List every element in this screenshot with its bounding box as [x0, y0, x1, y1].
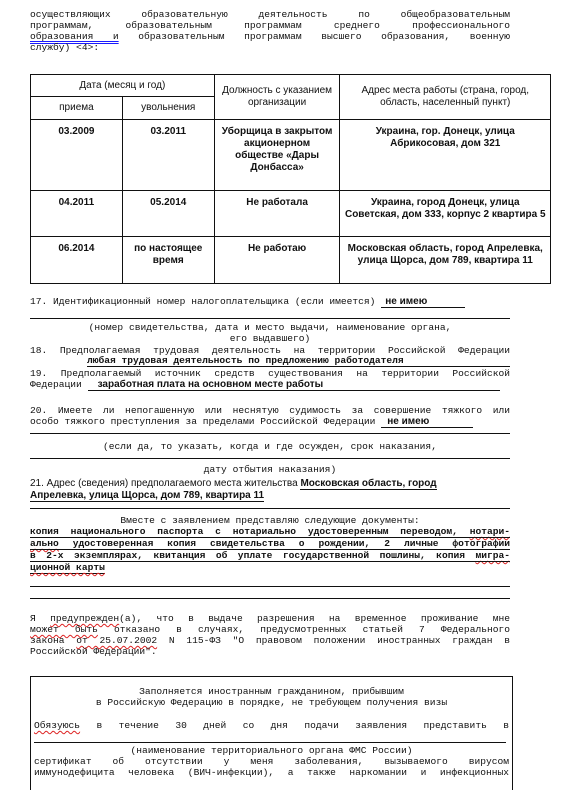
documents-line-3-text: в 2-х экземплярах, квитанция об уплате государственной пошлины, копия: [30, 550, 476, 561]
item-21-line-1: [30, 478, 510, 489]
documents-line-4: [30, 562, 510, 573]
table-row: [31, 191, 551, 237]
warning-line-1-c: (а), что в выдаче разрешения на временное проживание мне: [119, 613, 511, 624]
intro-line-2: программам, образовательным программам среднего профессионального: [30, 20, 510, 31]
intro-line-3-marked: образования и: [30, 31, 119, 42]
item-20-note-2: дату отбытия наказания): [203, 464, 337, 475]
cell-dismissal: 05.2014: [122, 191, 214, 237]
warning-line-3-a: закона: [30, 635, 77, 646]
documents-line-2-text: удостоверенная копия свидетельства о рождении, 2 личные фотографии: [58, 538, 510, 549]
documents-line-1-marked: нотари-: [469, 526, 510, 537]
item-20-blank-line-2: [30, 458, 510, 459]
warning-line-2: [30, 624, 510, 635]
table-row: [31, 237, 551, 284]
item-21-label: 21. Адрес (сведения) предполагаемого места жительства: [30, 478, 298, 489]
documents-line-2: [30, 538, 510, 549]
item-20-line-2: [30, 416, 510, 428]
warning-line-1-marked: предупрежден: [50, 613, 120, 624]
item-20-note-1: (если да, то указать, когда и где осужден, срок наказания,: [103, 441, 437, 452]
intro-line-4: службу) <4>:: [30, 42, 100, 53]
item-17-blank-line: [30, 318, 510, 319]
item-20-label: особо тяжкого преступления за пределами Российской Федерации: [30, 416, 376, 427]
table-row: [31, 120, 551, 191]
intro-line-1: осуществляющих образовательную деятельность по общеобразовательным: [30, 9, 510, 20]
visa-box-line-3-rest: в течение 30 дней со дня подачи заявления представить в: [80, 720, 509, 731]
documents-blank-line-2: [30, 598, 510, 599]
cell-address: Украина, город Донецк, улица Советская, дом 333, корпус 2 квартира 5: [340, 191, 551, 237]
item-17-note-1: (номер свидетельства, дата и место выдачи, наименование органа,: [88, 322, 452, 333]
documents-line-3: [30, 550, 510, 561]
item-21-value-1: Московская область, город: [300, 478, 437, 489]
item-21-value-2: Апрелевка, улица Щорса, дом 789, квартира 11: [30, 490, 265, 501]
warning-line-1: [30, 613, 510, 624]
item-19-line-2: [30, 379, 510, 391]
cell-position: Уборщица в закрытом акционерном обществе «Дары Донбасса»: [214, 120, 340, 191]
visa-box-line-1: Заполняется иностранным гражданином, прибывшим: [139, 686, 404, 697]
header-hire: приема: [31, 97, 123, 120]
header-position: Должность с указанием организации: [214, 75, 340, 120]
documents-line-rule-1: [30, 537, 510, 538]
visa-box-line-2: в Российскую Федерацию в порядке, не требующем получения визы: [95, 697, 448, 708]
warning-line-2-b: отказано в случаях, предусмотренных статьей 7 Федерального: [97, 624, 510, 635]
visa-box-line-6: иммунодефицита человека (ВИЧ-инфекции), а также наркомании и инфекционных: [34, 767, 509, 778]
item-20-blank-line: [30, 433, 510, 434]
documents-line-2-marked: ально: [30, 538, 59, 549]
visa-box-line-3-marked: Обязуюсь: [34, 720, 81, 731]
documents-line-1: [30, 526, 510, 537]
warning-line-3: [30, 635, 510, 646]
item-17-line: [30, 296, 510, 308]
documents-intro: Вместе с заявлением представляю следующие документы:: [120, 515, 420, 526]
item-17-value: не имею: [381, 296, 465, 308]
visa-box-line-5: сертификат об отсутствии у меня заболевания, вызываемого вирусом: [34, 756, 509, 767]
warning-line-3-marked: от 25.07.2002: [76, 635, 158, 646]
header-dismissal: увольнения: [122, 97, 214, 120]
warning-line-2-marked: может быть: [30, 624, 98, 635]
cell-dismissal: по настоящее время: [122, 237, 214, 284]
item-17-note-2: его выдавшего): [229, 333, 311, 344]
item-19-line-1: 19. Предполагаемый источник средств существования на территории Российской: [30, 368, 510, 379]
visa-box-line-3: [34, 720, 509, 731]
item-18-value-line: [30, 355, 510, 367]
header-address: Адрес места работы (страна, город, область, населенный пункт): [340, 75, 551, 120]
documents-blank-line-1: [30, 586, 510, 587]
item-17-label: 17. Идентификационный номер налогоплательщика (если имеется): [30, 296, 376, 307]
cell-hire: 04.2011: [31, 191, 123, 237]
visa-box-note: (наименование территориального органа ФМС России): [130, 745, 413, 756]
warning-line-3-c: N 115-ФЗ "О правовом положении иностранных граждан в: [157, 635, 511, 646]
item-21-line-2: [30, 490, 510, 501]
intro-line-3: [30, 31, 510, 42]
documents-line-3-marked: мигра-: [475, 550, 510, 561]
item-20-line-1: 20. Имеете ли непогашенную или неснятую судимость за совершение тяжкого или: [30, 405, 510, 416]
cell-hire: 06.2014: [31, 237, 123, 284]
cell-position: Не работала: [214, 191, 340, 237]
documents-line-4-text: ционной карты: [30, 562, 105, 573]
cell-address: Московская область, город Апрелевка, улица Щорса, дом 789, квартира 11: [340, 237, 551, 284]
documents-line-rule-2: [30, 549, 510, 550]
item-18-label: 18. Предполагаемая трудовая деятельность на территории Российской Федерации: [30, 345, 510, 356]
documents-line-rule-3: [30, 561, 510, 562]
warning-line-1-a: Я: [30, 613, 51, 624]
cell-hire: 03.2009: [31, 120, 123, 191]
cell-position: Не работаю: [214, 237, 340, 284]
cell-address: Украина, гор. Донецк, улица Абрикосовая, дом 321: [340, 120, 551, 191]
item-19-value: заработная плата на основном месте работы: [88, 379, 500, 391]
work-history-table: [30, 74, 551, 284]
visa-box-blank-line: [34, 742, 506, 743]
documents-line-1-text: копия национального паспорта с нотариально удостоверенным переводом,: [30, 526, 470, 537]
item-20-value: не имею: [381, 416, 473, 428]
item-19-label: Федерации: [30, 379, 82, 390]
cell-dismissal: 03.2011: [122, 120, 214, 191]
item-18-value: любая трудовая деятельность по предложению работодателя: [87, 355, 510, 367]
item-21-blank-line: [30, 508, 510, 509]
header-date: Дата (месяц и год): [31, 75, 215, 97]
warning-line-4: Российской Федерации".: [30, 646, 157, 657]
intro-line-3-rest: образовательным программам высшего образования, военную: [118, 31, 511, 42]
